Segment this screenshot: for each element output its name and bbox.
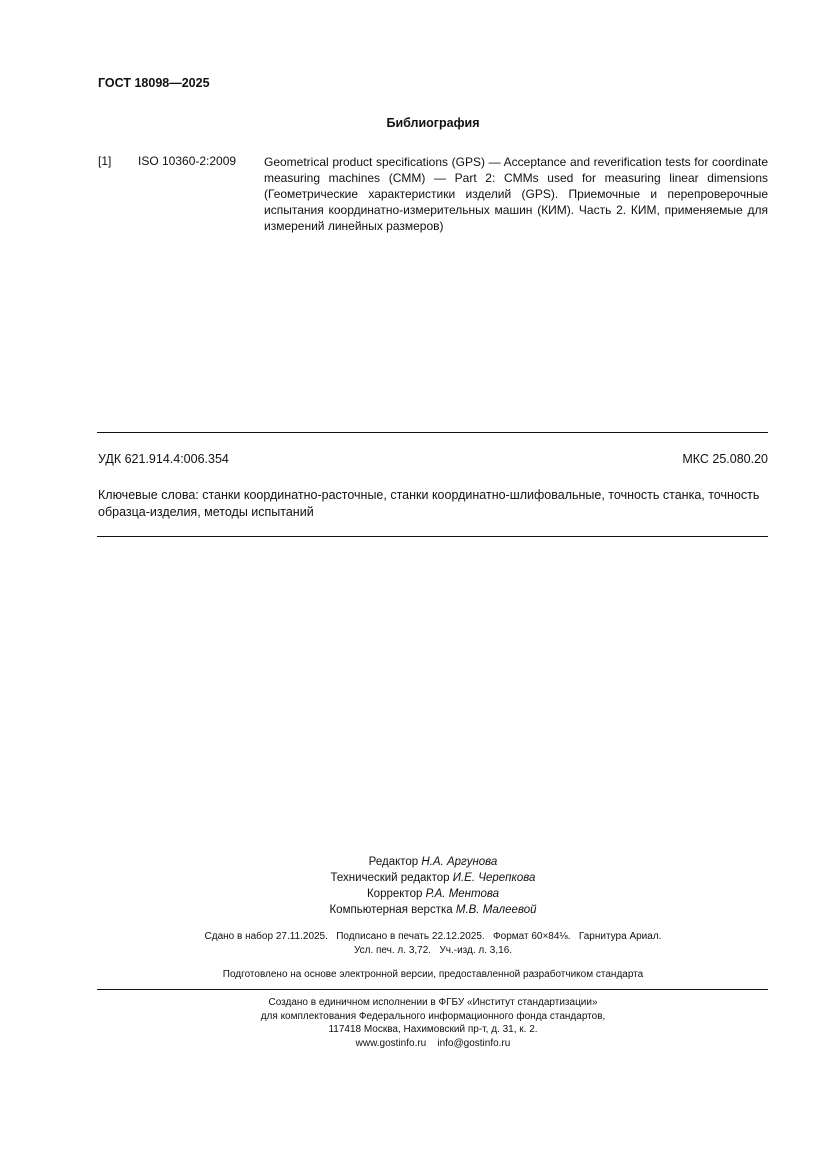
credit-role: Технический редактор (330, 872, 450, 884)
divider-bottom (97, 989, 768, 990)
credit-name: Р.А. Ментова (425, 888, 499, 900)
keywords: Ключевые слова: станки координатно-расточные, станки координатно-шлифовальные, точность станка, точность образца-изделия, методы испытаний (98, 488, 760, 519)
bibliography-entry-text: Geometrical product specifications (GPS) — Acceptance and reverification tests for coordinate measuring machines (CMM) — Part 2: CMMs used for measuring linear dimensions (Геометрические характеристики изделий (GPS). Приемочные и перепроверочные испытания координатно-измерительных машин (КИМ). Часть 2. КИМ, применяемые для измерений линейных размеров) (264, 155, 768, 233)
publisher-line: для комплектования Федерального информационного фонда стандартов, (260, 1010, 606, 1022)
publisher-address: 117418 Москва, Нахимовский пр-т, д. 31, к. 2. (328, 1024, 538, 1035)
print-info (0, 930, 827, 958)
credit-role: Корректор (366, 888, 423, 900)
bibliography-entry-standard: ISO 10360-2:2009 (138, 154, 237, 168)
publisher-line: Создано в единичном исполнении в ФГБУ «Институт стандартизации» (268, 997, 598, 1008)
print-info-line: Сдано в набор 27.11.2025. Подписано в печать 22.12.2025. Формат 60×84⅛. Гарнитура Ариал. (204, 931, 662, 942)
credits-block (0, 854, 827, 918)
credit-proofreader (0, 886, 827, 902)
divider-keywords (97, 536, 768, 537)
bibliography-entry-number: [1] (98, 154, 112, 168)
publisher-contacts: www.gostinfo.ru info@gostinfo.ru (355, 1037, 511, 1049)
credit-name: М.В. Малеевой (455, 904, 537, 916)
udk-code: УДК 621.914.4:006.354 (98, 452, 229, 466)
document-code: ГОСТ 18098—2025 (98, 76, 210, 90)
credit-name: Н.А. Аргунова (421, 856, 498, 868)
credit-role: Редактор (368, 856, 419, 868)
credit-tech-editor (0, 870, 827, 886)
divider-top (97, 432, 768, 433)
credit-role: Компьютерная верстка (329, 904, 453, 916)
credit-layout (0, 902, 827, 918)
print-info-line: Усл. печ. л. 3,72. Уч.-изд. л. 3,16. (353, 945, 513, 956)
bibliography-title: Библиография (386, 116, 480, 130)
mks-code: МКС 25.080.20 (682, 452, 768, 466)
prepared-note: Подготовлено на основе электронной версии, предоставленной разработчиком стандарта (222, 969, 644, 980)
publisher-info (0, 996, 827, 1050)
credit-name: И.Е. Черепкова (452, 872, 536, 884)
credit-editor (0, 854, 827, 870)
